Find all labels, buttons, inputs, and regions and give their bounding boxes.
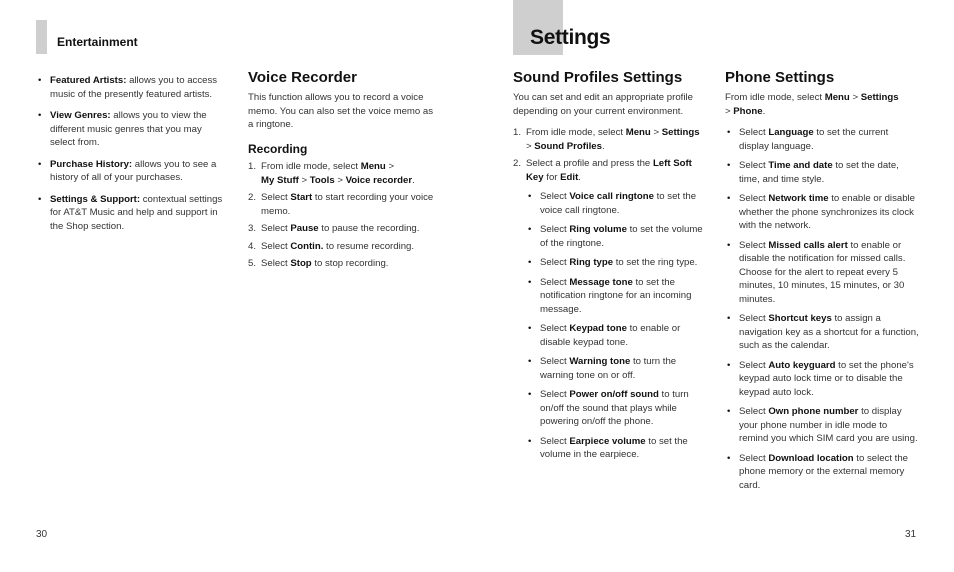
section-tab-marker [36, 20, 47, 54]
separator: > [334, 174, 346, 186]
menu-term: Contin. [290, 240, 324, 252]
list-item [725, 405, 919, 446]
item-text: to set the phone's keypad auto lock time or to disable the keypad auto lock. [739, 359, 914, 398]
item-text: Select [739, 406, 769, 417]
item-text: to assign a navigation key as a shortcut for a function, such as the calendar. [739, 313, 919, 351]
menu-term: Sound Profiles [534, 140, 602, 152]
page-number-left: 30 [36, 529, 48, 540]
item-term: Purchase History: [50, 158, 133, 170]
section-label: Entertainment [57, 35, 138, 49]
voice-recorder-intro: This function allows you to record a voice memo. You can also set the voice memo as a ringtone. [248, 92, 434, 130]
item-term: Settings & Support: [50, 193, 141, 205]
step-item [248, 240, 440, 254]
item-term: Download location [768, 452, 854, 464]
list-item [725, 359, 919, 400]
step-item [248, 191, 440, 218]
sound-profiles-heading: Sound Profiles Settings [513, 69, 683, 86]
step-text: . [412, 174, 415, 186]
menu-term: Start [290, 192, 313, 203]
page-title: Settings [530, 26, 611, 49]
step-number: 2. [248, 192, 257, 203]
item-text: Select [540, 323, 570, 334]
phone-settings-column [725, 69, 919, 498]
item-text: to set the ring type. [613, 257, 698, 268]
step-number: 2. [513, 158, 522, 169]
item-term: Time and date [768, 160, 833, 171]
step-text: From idle mode, select [261, 161, 361, 172]
separator: > [849, 92, 861, 103]
entertainment-column [36, 74, 228, 241]
step-text: . [578, 171, 581, 183]
recording-heading: Recording [248, 141, 308, 156]
item-text: to set the volume of the ringtone. [540, 224, 703, 249]
voice-recorder-heading: Voice Recorder [248, 69, 357, 86]
page-number-right: 31 [905, 529, 917, 540]
step-text: From idle mode, select [526, 127, 626, 138]
item-text: Select [540, 224, 570, 235]
recording-steps [248, 160, 440, 271]
step-number: 1. [248, 161, 257, 172]
menu-term: Menu [360, 161, 386, 172]
list-item [526, 276, 705, 317]
step-item [248, 160, 440, 187]
list-item [725, 452, 919, 493]
step-text: to stop recording. [311, 258, 389, 269]
menu-term: Tools [309, 174, 335, 186]
item-text: Select [739, 313, 769, 324]
item-text: to turn on/off the sound that plays while powering on/off the phone. [540, 389, 689, 427]
item-term: Own phone number [768, 406, 859, 417]
list-item [526, 223, 705, 250]
item-text: allows you to see a history of all of your purchases. [50, 158, 217, 183]
voice-recorder-column [248, 69, 440, 275]
item-term: Ring volume [569, 224, 627, 235]
item-text: to set the date, time, and time style. [739, 160, 899, 185]
step-text: Select [261, 223, 291, 234]
menu-term: Menu [625, 127, 651, 138]
step-text: Select [261, 192, 291, 203]
step-text: Select a profile and press the [526, 158, 653, 169]
item-text: Select [540, 435, 570, 447]
item-term: Keypad tone [569, 323, 627, 334]
list-item [36, 193, 228, 234]
sound-profiles-steps [513, 126, 705, 462]
item-text: Select [540, 276, 570, 288]
list-item [526, 355, 705, 382]
list-item [725, 192, 919, 233]
step-number: 3. [248, 223, 257, 234]
item-term: Missed calls alert [768, 239, 848, 251]
item-text: Select [540, 191, 570, 202]
item-text: Select [540, 257, 570, 268]
item-text: to set the voice call ringtone. [540, 191, 697, 216]
menu-term: Settings [860, 92, 899, 103]
item-term: View Genres: [50, 110, 111, 121]
item-term: Language [768, 127, 814, 138]
item-term: Auto keyguard [768, 359, 836, 371]
separator: > [725, 105, 734, 117]
item-term: Warning tone [569, 356, 631, 367]
step-text: . [601, 140, 605, 152]
item-text: contextual settings for AT&T Music and help and support in the Shop section. [50, 193, 223, 232]
sound-profiles-column [513, 69, 705, 468]
item-term: Power on/off sound [569, 389, 659, 400]
separator: > [526, 140, 535, 152]
menu-term: Settings [661, 127, 700, 138]
step-item [248, 222, 440, 236]
list-item [36, 109, 228, 150]
menu-term: Phone [733, 105, 763, 117]
list-item [526, 190, 705, 217]
separator: > [650, 127, 662, 138]
step-text: From idle mode, select [725, 92, 825, 103]
step-text: to start recording your voice memo. [261, 192, 434, 217]
step-number: 4. [248, 240, 257, 252]
item-text: allows you to view the different music genres that you may select from. [50, 110, 207, 148]
item-text: to turn the warning tone on or off. [540, 356, 677, 381]
item-term: Featured Artists: [50, 75, 127, 86]
item-term: Ring type [569, 257, 614, 268]
list-item [526, 322, 705, 349]
step-item [513, 157, 705, 462]
menu-term: Left Soft Key [526, 158, 692, 183]
list-item [526, 256, 705, 270]
sound-profiles-intro: You can set and edit an appropriate profile depending on your current environment. [513, 92, 693, 117]
separator: > [298, 174, 310, 186]
separator: > [385, 161, 395, 172]
item-text: to set the notification ringtone for an incoming message. [540, 276, 692, 315]
menu-term: Edit [560, 171, 579, 183]
menu-term: Menu [824, 92, 850, 103]
list-item [526, 435, 705, 462]
item-text: allows you to access music of the presently featured artists. [50, 75, 218, 100]
item-text: to display your phone number in idle mode to remind you which SIM card you are using. [739, 406, 918, 444]
step-item [248, 257, 440, 271]
item-text: Select [739, 239, 769, 251]
step-number: 5. [248, 258, 257, 269]
item-text: Select [739, 193, 769, 204]
item-text: Select [739, 359, 769, 371]
menu-term: Pause [290, 223, 319, 234]
item-term: Shortcut keys [768, 313, 832, 324]
item-text: to set the volume in the earpiece. [540, 435, 688, 460]
step-number: 1. [513, 127, 522, 138]
item-term: Network time [768, 193, 829, 204]
item-text: to enable or disable keypad tone. [540, 323, 681, 348]
list-item [725, 159, 919, 186]
step-text: to pause the recording. [318, 223, 420, 234]
step-item [513, 126, 705, 153]
list-item [725, 126, 919, 153]
item-text: to enable or disable the notification for missed calls. Choose for the alert to repeat every 5 minutes, 10 minutes, 15 minutes, or 30 minutes. [739, 239, 906, 305]
item-text: to enable or disable whether the phone synchronizes its clock with the network. [739, 193, 915, 231]
step-text: Select [261, 240, 291, 252]
entertainment-list [36, 74, 228, 233]
item-term: Message tone [569, 276, 633, 288]
item-text: Select [540, 356, 570, 367]
item-text: Select [739, 160, 769, 171]
item-text: Select [739, 452, 769, 464]
phone-settings-heading: Phone Settings [725, 69, 835, 86]
item-text: to set the current display language. [739, 127, 889, 152]
list-item [526, 388, 705, 429]
menu-term: My Stuff [261, 174, 299, 186]
item-text: Select [540, 389, 570, 400]
item-term: Earpiece volume [569, 435, 646, 447]
list-item [36, 74, 228, 101]
list-item [725, 312, 919, 353]
menu-term: Voice recorder [345, 174, 413, 186]
item-term: Voice call ringtone [569, 191, 654, 202]
phone-settings-path [725, 91, 919, 118]
item-text: Select [739, 127, 769, 138]
menu-term: Stop [290, 258, 312, 269]
step-text: Select [261, 258, 291, 269]
step-text: to resume recording. [323, 240, 415, 252]
item-text: to select the phone memory or the external memory card. [739, 452, 909, 491]
step-text: for [543, 171, 561, 183]
list-item [36, 158, 228, 185]
step-text: . [762, 105, 766, 117]
list-item [725, 239, 919, 307]
phone-options-list [725, 126, 919, 492]
sound-options-list [526, 190, 705, 462]
